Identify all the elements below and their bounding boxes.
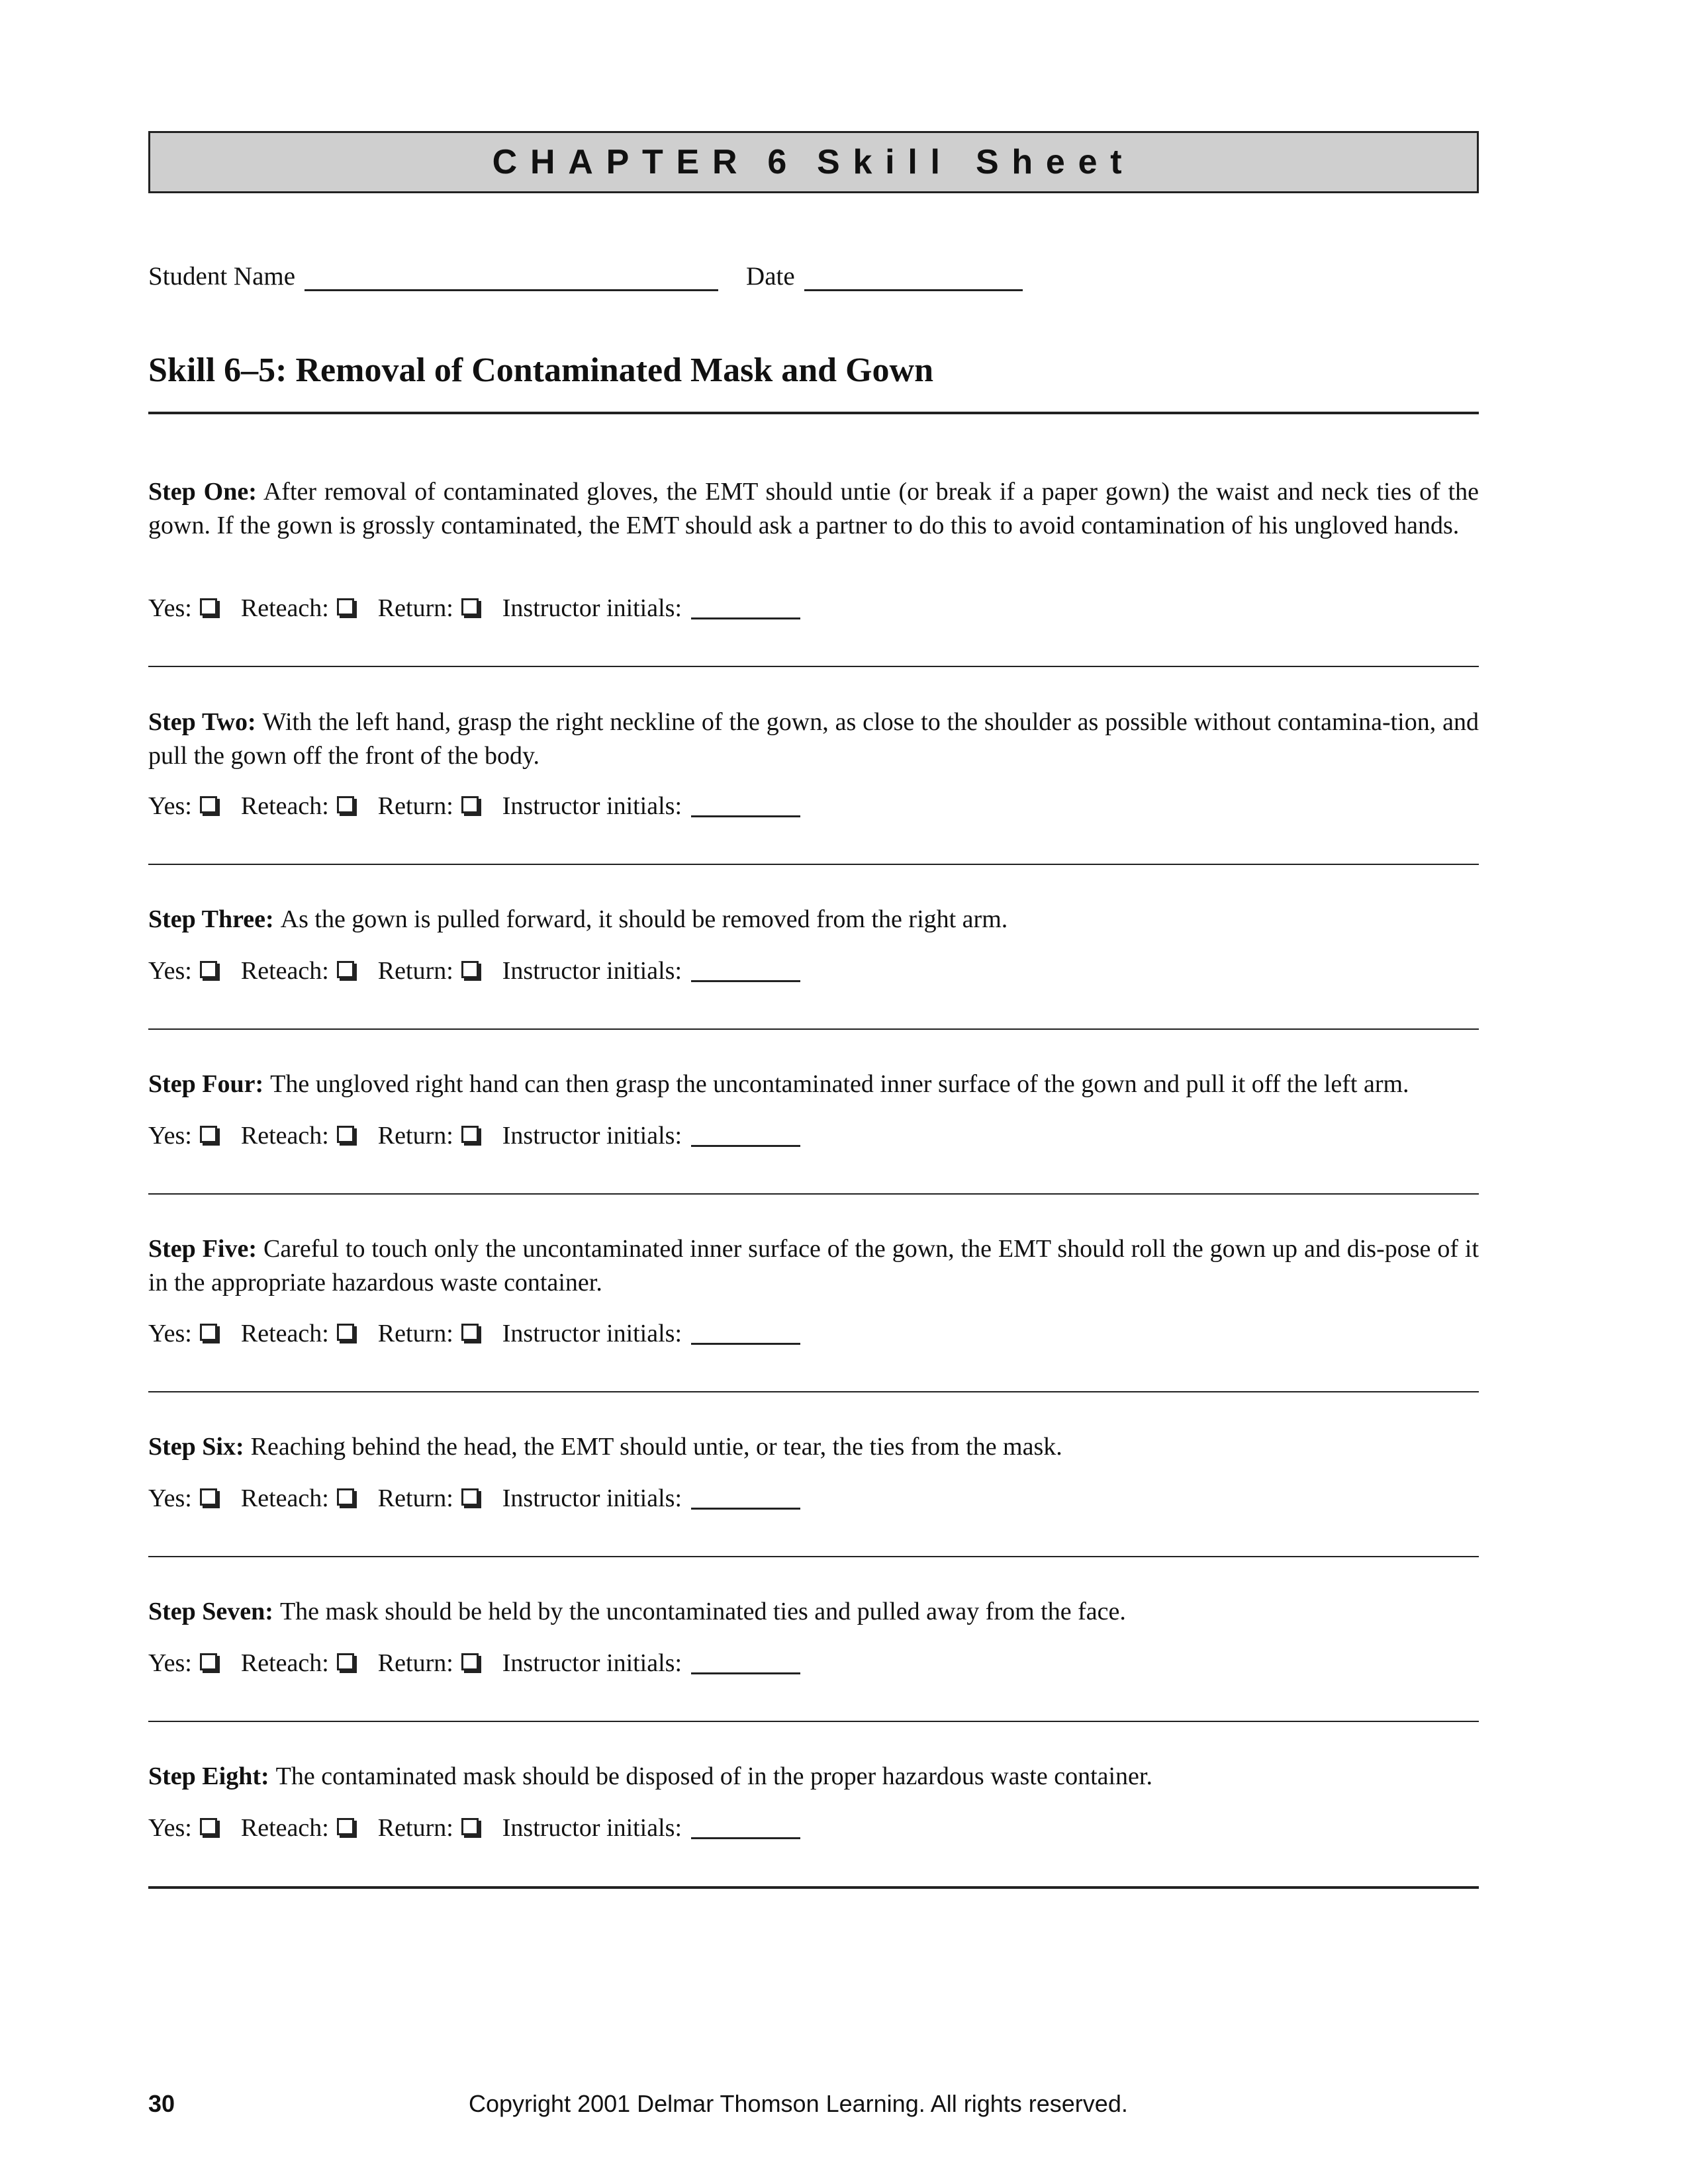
step-one-evaluation (148, 594, 800, 623)
title-divider (148, 412, 1479, 414)
instructor-initials-label: Instructor initials: (502, 957, 682, 985)
instructor-initials-field[interactable] (691, 1323, 800, 1345)
reteach-label: Reteach: (240, 1649, 329, 1677)
instructor-initials-field[interactable] (691, 796, 800, 817)
yes-checkbox[interactable] (200, 1488, 217, 1506)
step-description: The contaminated mask should be disposed of in the proper hazardous waste container. (275, 1762, 1152, 1790)
step-seven-evaluation (148, 1649, 800, 1678)
step-description: Careful to touch only the uncontaminated inner surface of the gown, the EMT should roll the gown up and dis-pose of it in the appropriate hazardous waste container. (148, 1235, 1479, 1297)
reteach-checkbox[interactable] (337, 1126, 354, 1143)
return-checkbox[interactable] (461, 1488, 479, 1506)
step-divider (148, 1028, 1479, 1030)
reteach-label: Reteach: (240, 957, 329, 985)
step-divider (148, 864, 1479, 865)
step-six-evaluation (148, 1484, 800, 1513)
yes-label: Yes: (148, 1814, 192, 1842)
yes-checkbox[interactable] (200, 1126, 217, 1143)
date-label: Date (746, 262, 795, 291)
reteach-checkbox[interactable] (337, 961, 354, 978)
yes-checkbox[interactable] (200, 961, 217, 978)
return-label: Return: (377, 792, 453, 820)
instructor-initials-label: Instructor initials: (502, 1484, 682, 1512)
yes-checkbox[interactable] (200, 1818, 217, 1835)
reteach-label: Reteach: (240, 594, 329, 622)
step-label: Step One: (148, 478, 257, 506)
student-info-row (148, 261, 1023, 291)
step-description: After removal of contaminated gloves, the EMT should untie (or break if a paper gown) the waist and neck ties of the gown. If the gown is grossly contaminated, the EMT should ask a partner to do this to avoid contamination of his ungloved hands. (148, 478, 1479, 539)
instructor-initials-field[interactable] (691, 1125, 800, 1147)
step-five (148, 1232, 1479, 1300)
step-one (148, 475, 1479, 543)
yes-label: Yes: (148, 594, 192, 622)
step-six (148, 1430, 1479, 1464)
step-eight-evaluation (148, 1813, 800, 1843)
sheet-title: Skill Sheet (817, 143, 1135, 181)
step-label: Step Three: (148, 905, 274, 933)
yes-label: Yes: (148, 792, 192, 820)
step-divider (148, 666, 1479, 667)
step-three (148, 903, 1479, 936)
step-label: Step Four: (148, 1070, 264, 1098)
step-divider (148, 1721, 1479, 1722)
instructor-initials-field[interactable] (691, 960, 800, 982)
step-label: Step Five: (148, 1235, 258, 1263)
instructor-initials-label: Instructor initials: (502, 1649, 682, 1677)
chapter-word: CHAPTER (492, 143, 751, 181)
instructor-initials-label: Instructor initials: (502, 1814, 682, 1842)
copyright-notice: Copyright 2001 Delmar Thomson Learning. All rights reserved. (469, 2090, 1128, 2117)
instructor-initials-label: Instructor initials: (502, 594, 682, 622)
return-checkbox[interactable] (461, 961, 479, 978)
step-seven (148, 1595, 1479, 1629)
reteach-checkbox[interactable] (337, 598, 354, 615)
skill-title: Skill 6–5: Removal of Contaminated Mask and Gown (148, 351, 933, 389)
yes-label: Yes: (148, 1484, 192, 1512)
step-label: Step Six: (148, 1433, 244, 1461)
reteach-label: Reteach: (240, 1814, 329, 1842)
return-label: Return: (377, 1649, 453, 1677)
return-label: Return: (377, 957, 453, 985)
instructor-initials-label: Instructor initials: (502, 792, 682, 820)
step-description: As the gown is pulled forward, it should be removed from the right arm. (280, 905, 1008, 933)
step-description: The mask should be held by the uncontaminated ties and pulled away from the face. (279, 1598, 1126, 1625)
step-five-evaluation (148, 1319, 800, 1348)
step-eight (148, 1760, 1479, 1794)
step-label: Step Eight: (148, 1762, 269, 1790)
yes-checkbox[interactable] (200, 1653, 217, 1670)
step-label: Step Two: (148, 708, 256, 736)
instructor-initials-field[interactable] (691, 1653, 800, 1674)
step-description: With the left hand, grasp the right neckline of the gown, as close to the shoulder as possible without contamina-tion, and pull the gown off the front of the body. (148, 708, 1479, 770)
yes-checkbox[interactable] (200, 1324, 217, 1341)
step-label: Step Seven: (148, 1598, 273, 1625)
reteach-checkbox[interactable] (337, 1488, 354, 1506)
instructor-initials-label: Instructor initials: (502, 1122, 682, 1150)
student-name-field[interactable] (305, 267, 718, 291)
return-checkbox[interactable] (461, 1126, 479, 1143)
return-label: Return: (377, 1484, 453, 1512)
step-description: The ungloved right hand can then grasp the uncontaminated inner surface of the gown and pull it off the left arm. (270, 1070, 1409, 1098)
reteach-label: Reteach: (240, 792, 329, 820)
chapter-header (148, 131, 1479, 193)
step-two (148, 705, 1479, 773)
return-label: Return: (377, 1122, 453, 1150)
step-three-evaluation (148, 956, 800, 985)
instructor-initials-field[interactable] (691, 1488, 800, 1510)
step-divider (148, 1391, 1479, 1392)
yes-label: Yes: (148, 1320, 192, 1347)
step-divider (148, 1556, 1479, 1557)
reteach-checkbox[interactable] (337, 1324, 354, 1341)
return-checkbox[interactable] (461, 598, 479, 615)
reteach-checkbox[interactable] (337, 1818, 354, 1835)
return-checkbox[interactable] (461, 796, 479, 813)
reteach-checkbox[interactable] (337, 796, 354, 813)
reteach-label: Reteach: (240, 1320, 329, 1347)
return-checkbox[interactable] (461, 1818, 479, 1835)
step-two-evaluation (148, 792, 800, 821)
yes-checkbox[interactable] (200, 598, 217, 615)
yes-label: Yes: (148, 957, 192, 985)
date-field[interactable] (804, 267, 1023, 291)
yes-label: Yes: (148, 1122, 192, 1150)
return-checkbox[interactable] (461, 1653, 479, 1670)
step-divider (148, 1193, 1479, 1195)
reteach-checkbox[interactable] (337, 1653, 354, 1670)
yes-checkbox[interactable] (200, 796, 217, 813)
step-four-evaluation (148, 1121, 800, 1150)
reteach-label: Reteach: (240, 1484, 329, 1512)
page-number: 30 (148, 2090, 175, 2117)
instructor-initials-field[interactable] (691, 1817, 800, 1839)
yes-label: Yes: (148, 1649, 192, 1677)
return-label: Return: (377, 594, 453, 622)
reteach-label: Reteach: (240, 1122, 329, 1150)
return-label: Return: (377, 1814, 453, 1842)
chapter-number: 6 (767, 143, 800, 181)
return-label: Return: (377, 1320, 453, 1347)
bottom-divider (148, 1886, 1479, 1889)
instructor-initials-field[interactable] (691, 598, 800, 619)
instructor-initials-label: Instructor initials: (502, 1320, 682, 1347)
step-four (148, 1068, 1479, 1101)
student-name-label: Student Name (148, 262, 296, 291)
step-description: Reaching behind the head, the EMT should untie, or tear, the ties from the mask. (250, 1433, 1062, 1461)
return-checkbox[interactable] (461, 1324, 479, 1341)
